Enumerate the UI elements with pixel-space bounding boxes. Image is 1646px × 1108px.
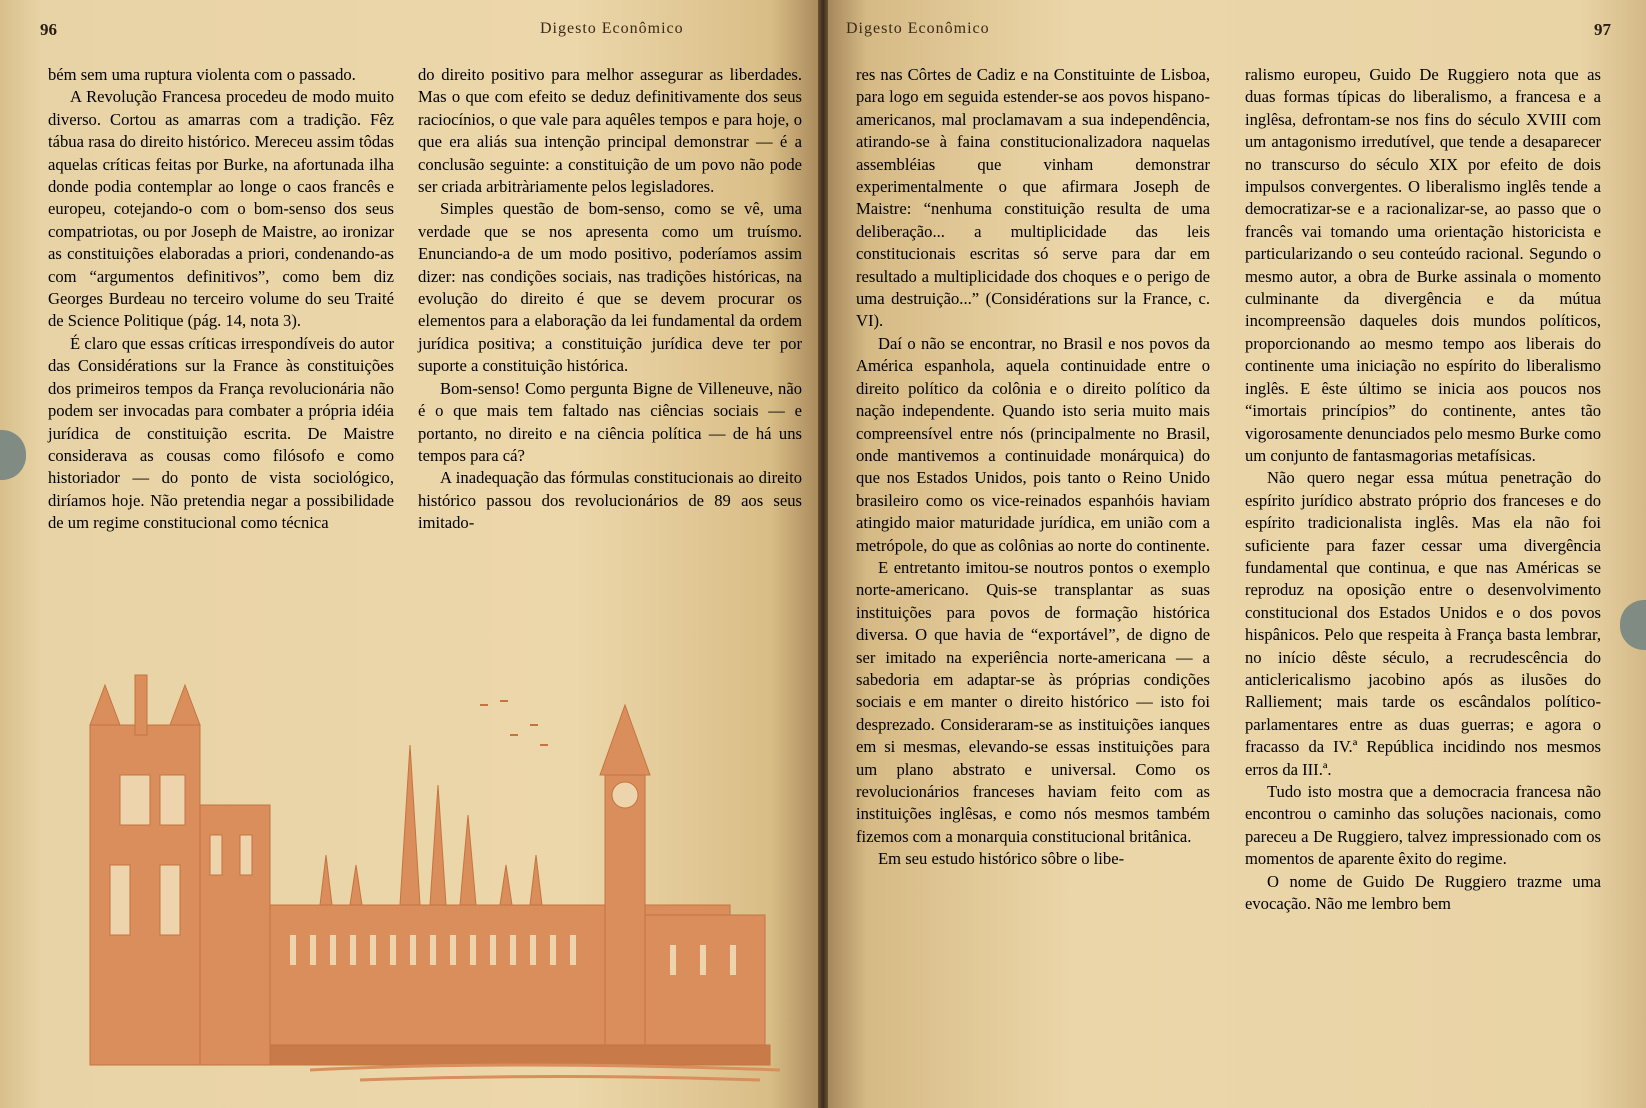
paragraph: Tudo isto mostra que a democracia francesa não encontrou o caminho das soluções nacionais, como pareceu a De Ruggiero, talvez impressionado com os momentos de aparente êxito do regime. <box>1245 782 1601 869</box>
running-head-left: Digesto Econômico <box>540 20 684 37</box>
paragraph: É claro que essas críticas irrespondíveis do autor das Considérations sur la France às constituições dos primeiros tempos da França revolucionária não podem ser invocadas para combater a própria idéia jurídica de constituição escrita. De Maistre considerava as cousas como filósofo e como historiador — do ponto de vista sociológico, diríamos hoje. Não pretendia negar a possibilidade de um regime constitucional como técnica <box>48 333 394 533</box>
paragraph: A Revolução Francesa procedeu de modo muito diverso. Cortou as amarras com a tradição. Fêz tábua rasa do direito histórico. Mereceu assim tôdas aquelas críticas feitas por Burke, na afortunada ilha donde podia contemplar ao longe o caos francês e europeu, cotejando-o com o bom-senso dos seus compatriotas, ou por Joseph de Maistre, ao ironizar as constituições elaboradas a priori, condenando-as com “argumentos definitivos”, como bem diz Georges Burdeau no terceiro volume do seu Traité de Science Politique (pág. 14, nota 3). <box>48 87 394 331</box>
paragraph: Não quero negar essa mútua penetração do espírito jurídico abstrato próprio dos franceses e do espírito tradicionalista inglês. Mas ela não foi suficiente para fazer cessar uma divergência fundamental que continua, e que nas Américas se reproduz na oposição entre o desenvolvimento constitucional dos Estados Unidos e o dos povos hispânicos. Pelo que respeita à França basta lembrar, no início dêste século, a recrudescência do anticlericalismo jacobino após as ilusões do Ralliement; mais tarde os escândalos político-parlamentares entre as duas guerras; e agora o fracasso da IV.ª República incidindo nos mesmos erros da III.ª. <box>1245 468 1601 779</box>
page-tab-right <box>1620 600 1646 650</box>
paragraph: Bom-senso! Como pergunta Bigne de Villeneuve, não é o que mais tem faltado nas ciências sociais — e portanto, no direito e na ciência política — de há uns tempos para cá? <box>418 378 802 465</box>
running-head-right: Digesto Econômico <box>846 20 990 37</box>
paragraph: res nas Côrtes de Cadiz e na Constituinte de Lisboa, para logo em seguida estender-se aos povos hispano-americanos, mal proclamavam a sua independência, atirando-se à faina constitucionalizadora naquelas assembléias que vinham demonstrar experimentalmente o que afirmara Joseph de Maistre: “nenhuma constituição resulta de uma deliberação... a multiplicidade das leis constitucionais escritas só serve para dar em resultado a multiplicidade dos choques e o perigo de uma destruição...” (Considérations sur la France, c. VI). <box>856 65 1210 331</box>
paragraph: E entretanto imitou-se noutros pontos o exemplo norte-americano. Quis-se transplantar as suas instituições para povos de formação histórica diversa. O que havia de “exportável”, de digno de ser imitado na experiência norte-americana — a sabedoria em adaptar-se às próprias condições sociais e em manter o direito histórico — isto foi desprezado. Consideraram-se as instituições ianques em si mesmas, elevando-se essas instituições para um plano abstrato e universal. Como os revolucionários franceses haviam feito com as instituições inglêsas, e como nós mesmos também fizemos com a monarquia constitucional britânica. <box>856 557 1210 846</box>
paragraph: A inadequação das fórmulas constitucionais ao direito histórico passou dos revolucionários de 89 aos seus imitado- <box>418 468 802 533</box>
westminster-illustration <box>60 665 800 1085</box>
paragraph: Simples questão de bom-senso, como se vê, uma verdade que se nos apresenta como um truísmo. Enunciando-a de um modo positivo, poderíamos assim dizer: nas condições sociais, nas tradições históricas, na evolução do direito é que se devem procurar os elementos para a elaboração da lei fundamental da ordem jurídica positiva; a constituição jurídica deve ter por suporte a constituição histórica. <box>418 199 802 376</box>
page-tab-left <box>0 430 26 480</box>
paragraph: ralismo europeu, Guido De Ruggiero nota que as duas formas típicas do liberalismo, a francesa e a inglêsa, defrontam-se nos fins do século XVIII com um antagonismo irredutível, que tende a desaparecer no transcurso do século XIX por efeito de dois impulsos convergentes. O liberalismo inglês tende a democratizar-se e a racionalizar-se, ao passo que o francês vai tomando uma orientação historicista e particularizando o seu conteúdo racional. Segundo o mesmo autor, a obra de Burke assinala o momento culminante da divergência e da mútua incompreensão daqueles dois mundos políticos, proporcionando ao mesmo tempo aos liberais do continente uma iniciação no espírito do liberalismo inglês. E êste último se inicia aos poucos nos “imortais princípios” do continente, antes tão vigorosamente denunciados pelo mesmo Burke como um conjunto de fantasmagorias metafísicas. <box>1245 65 1601 465</box>
left-page-column-1 <box>48 64 394 535</box>
page-number-right: 97 <box>1594 20 1611 39</box>
paragraph: Daí o não se encontrar, no Brasil e nos povos da América espanhola, aquela continuidade entre o direito político da colônia e o direito político da nação independente. Quando isto seria muito mais compreensível entre nós (principalmente no Brasil, onde mantivemos a continuidade monárquica) do que nos Estados Unidos, pois tanto o Reino Unido brasileiro como os vice-reinados espanhóis haviam atingido maior maturidade jurídica, em união com a metrópole, do que as colônias ao norte do continente. <box>856 333 1210 555</box>
left-page-column-2 <box>418 64 802 535</box>
book-gutter <box>818 0 828 1108</box>
paragraph: Em seu estudo histórico sôbre o libe- <box>878 849 1125 869</box>
right-page-column-1 <box>856 64 1210 871</box>
paragraph: O nome de Guido De Ruggiero trazme uma evocação. Não me lembro bem <box>1245 871 1601 914</box>
paragraph: do direito positivo para melhor assegurar as liberdades. Mas o que com efeito se deduz definitivamente dos seus raciocínios, o que vale para aquêles tempos e para hoje, o que era aliás sua intenção principal demonstrar — é a conclusão seguinte: a constituição de um povo não pode ser criada arbitràriamente pelos legisladores. <box>418 65 802 197</box>
paragraph: bém sem uma ruptura violenta com o passado. <box>48 65 356 84</box>
page-number-left: 96 <box>40 20 57 39</box>
right-page-column-2 <box>1245 64 1601 915</box>
